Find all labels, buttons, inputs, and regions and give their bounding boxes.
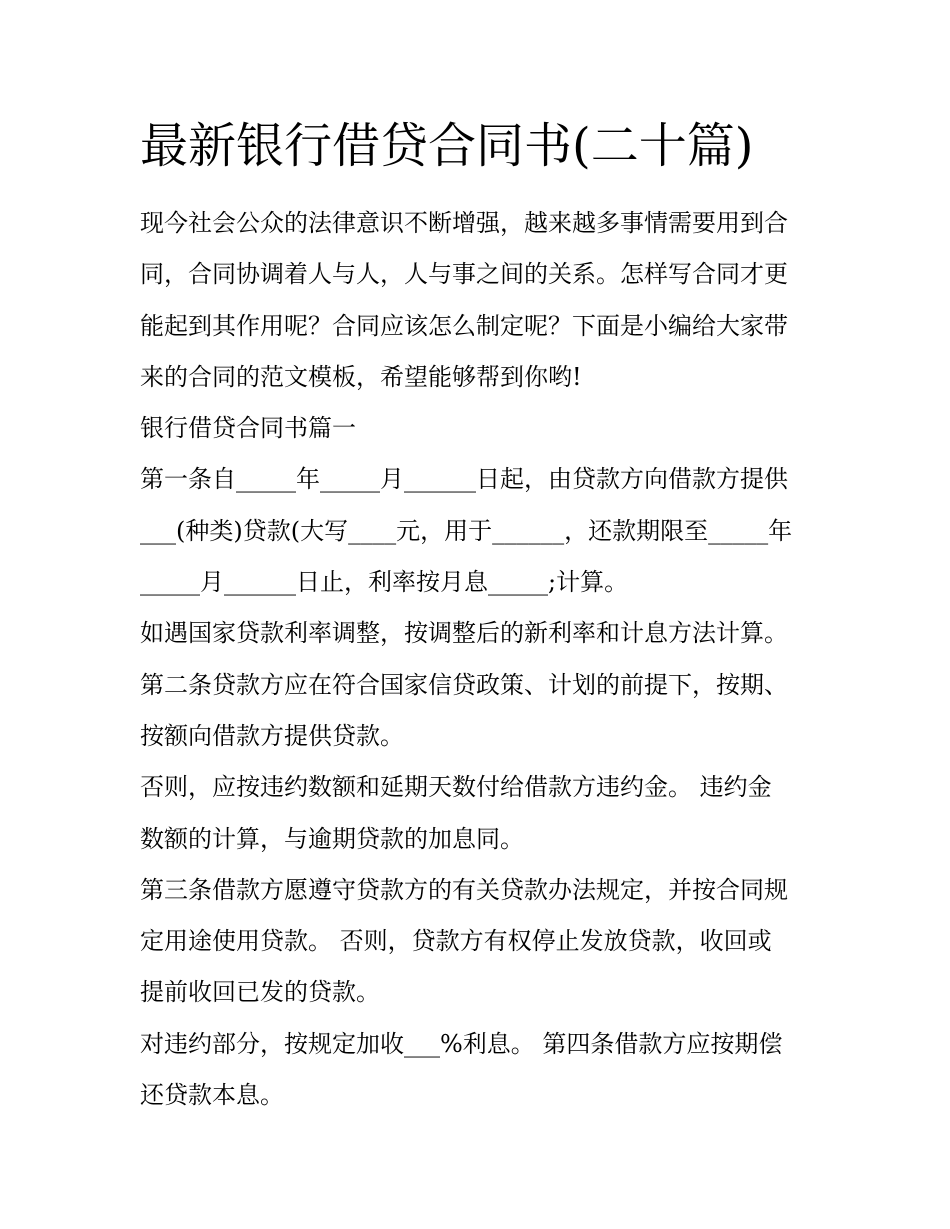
text-line: 第三条借款方愿遵守贷款方的有关贷款办法规定，并按合同规 <box>140 875 788 904</box>
text-line: 数额的计算，与逾期贷款的加息同。 <box>140 824 524 853</box>
section-heading: 银行借贷合同书篇一 <box>140 414 356 443</box>
text-line: 还贷款本息。 <box>140 1081 284 1110</box>
text-line: 同，合同协调着人与人，人与事之间的关系。怎样写合同才更 <box>140 260 788 289</box>
document-body <box>140 198 820 1121</box>
text-line: 第二条贷款方应在符合国家信贷政策、计划的前提下，按期、 <box>140 670 788 699</box>
text-line: 能起到其作用呢？合同应该怎么制定呢？下面是小编给大家带 <box>140 311 788 340</box>
document-title: 最新银行借贷合同书(二十篇) <box>140 118 754 174</box>
text-line: 第一条自_____年_____月______日起，由贷款方向借款方提供 <box>140 465 788 494</box>
text-line: 来的合同的范文模板，希望能够帮到你哟! <box>140 362 582 391</box>
text-line: 定用途使用贷款。 否则，贷款方有权停止发放贷款，收回或 <box>140 927 772 956</box>
text-line: 现今社会公众的法律意识不断增强，越来越多事情需要用到合 <box>140 209 788 237</box>
text-line: _____月______日止，利率按月息_____;计算。 <box>140 568 629 597</box>
text-line: 如遇国家贷款利率调整，按调整后的新利率和计息方法计算。 <box>140 619 788 648</box>
text-line: 按额向借款方提供贷款。 <box>140 721 404 750</box>
text-line: 提前收回已发的贷款。 <box>140 978 380 1007</box>
text-line: 对违约部分，按规定加收___%利息。 第四条借款方应按期偿 <box>140 1029 783 1058</box>
text-line: 否则，应按违约数额和延期天数付给借款方违约金。 违约金 <box>140 773 772 802</box>
text-line: ___(种类)贷款(大写____元，用于______，还款期限至_____年 <box>140 516 793 545</box>
